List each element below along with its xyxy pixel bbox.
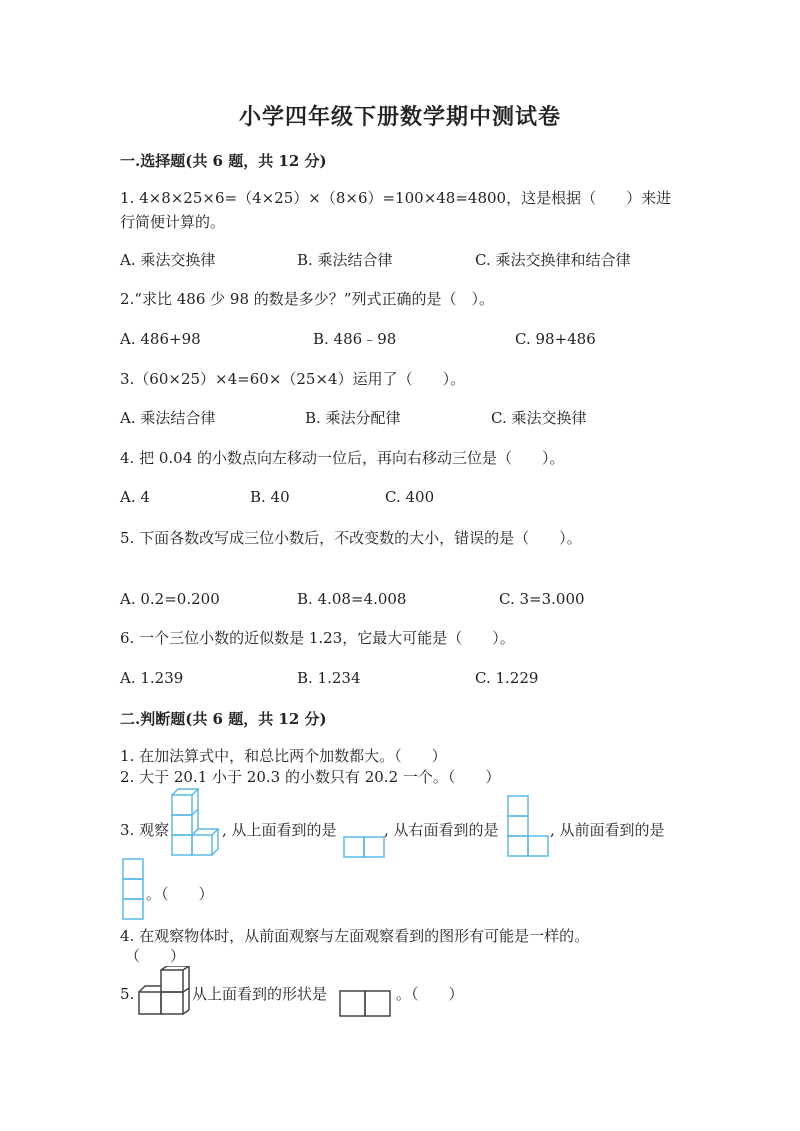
- judgement-3-ending: 。（ ）: [146, 885, 214, 903]
- judgement-5-ending: 。（ ）: [396, 985, 464, 1003]
- question-5-option-c: C. 3=3.000: [499, 590, 585, 608]
- question-4-option-c: C. 400: [385, 488, 435, 506]
- judgement-5-middle: 从上面看到的形状是: [192, 985, 328, 1003]
- question-1-option-b: B. 乘法结合律: [297, 251, 393, 269]
- question-4-option-b: B. 40: [250, 488, 290, 506]
- judgement-5-top-view: [339, 990, 391, 1017]
- judgement-3-solid-figure: [170, 787, 222, 857]
- judgement-4-line1: 4. 在观察物体时，从前面观察与左面观察看到的图形有可能是一样的。: [120, 927, 590, 945]
- question-4-stem: 4. 把 0.04 的小数点向左移动一位后，再向右移动三位是（ ）。: [120, 449, 565, 467]
- question-3-stem: 3.（60×25）×4=60×（25×4）运用了（ ）。: [120, 370, 466, 388]
- question-5-stem: 5. 下面各数改写成三位小数后，不改变数的大小，错误的是（ ）。: [120, 529, 582, 547]
- question-3-option-a: A. 乘法结合律: [120, 409, 216, 427]
- judgement-3-right-view: [507, 795, 551, 857]
- judgement-3-part1: , 从上面看到的是: [222, 821, 337, 839]
- question-2-stem: 2.“求比 486 少 98 的数是多少？”列式正确的是（ ）。: [120, 290, 494, 308]
- judgement-5-solid-figure: [137, 966, 193, 1018]
- section-heading-choice: 一.选择题(共 6 题，共 12 分): [120, 152, 327, 170]
- judgement-3-front-view: [122, 858, 146, 920]
- question-6-stem: 6. 一个三位小数的近似数是 1.23，它最大可能是（ ）。: [120, 629, 515, 647]
- question-6-option-a: A. 1.239: [120, 669, 184, 687]
- question-3-option-c: C. 乘法交换律: [491, 409, 587, 427]
- question-3-option-b: B. 乘法分配律: [305, 409, 401, 427]
- question-2-option-c: C. 98+486: [515, 330, 596, 348]
- question-1-stem: 1. 4×8×25×6=（4×25）×（8×6）=100×48=4800，这是根据（ ）来进行简便计算的。: [120, 189, 672, 231]
- judgement-3-prefix: 3. 观察: [120, 821, 170, 839]
- question-6-option-b: B. 1.234: [297, 669, 361, 687]
- section-heading-judgement: 二.判断题(共 6 题，共 12 分): [120, 710, 327, 728]
- judgement-4-line2: （ ）: [125, 947, 186, 965]
- question-5-option-b: B. 4.08=4.008: [297, 590, 407, 608]
- judgement-3-part2: , 从右面看到的是: [384, 821, 499, 839]
- judgement-5-prefix: 5.: [120, 985, 135, 1003]
- judgement-1: 1. 在加法算式中，和总比两个加数都大。（ ）: [120, 747, 447, 765]
- judgement-2: 2. 大于 20.1 小于 20.3 的小数只有 20.2 一个。（ ）: [120, 768, 501, 786]
- question-4-option-a: A. 4: [120, 488, 150, 506]
- question-2-option-b: B. 486﹣98: [313, 330, 397, 348]
- question-6-option-c: C. 1.229: [475, 669, 539, 687]
- question-1-option-c: C. 乘法交换律和结合律: [475, 251, 631, 269]
- question-5-option-a: A. 0.2=0.200: [120, 590, 220, 608]
- page-title: 小学四年级下册数学期中测试卷: [238, 104, 561, 130]
- question-1-option-a: A. 乘法交换律: [120, 251, 216, 269]
- question-2-option-a: A. 486+98: [120, 330, 201, 348]
- judgement-3-part3: , 从前面看到的是: [550, 821, 665, 839]
- judgement-3-top-view: [343, 836, 385, 858]
